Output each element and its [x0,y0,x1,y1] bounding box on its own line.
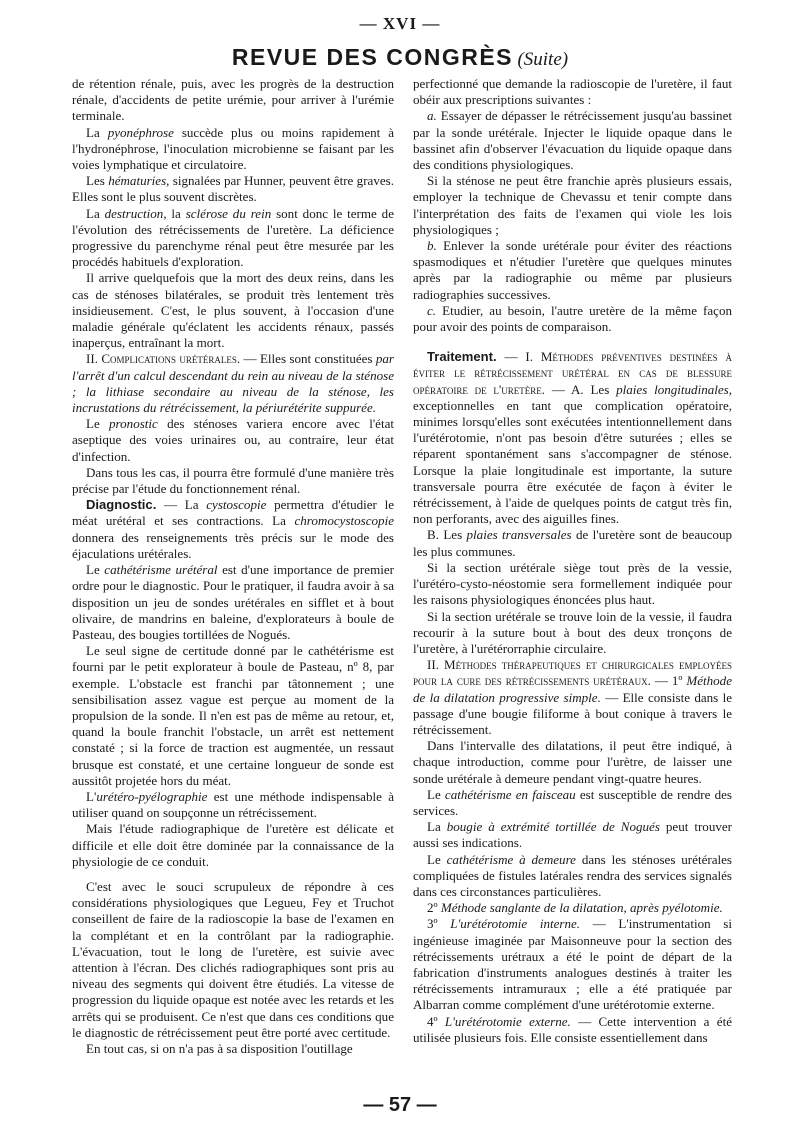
paragraph: Le cathétérisme à demeure dans les sténoses urétérales compliquées de fistules latérales rendra des services signalés dans ces circonstances particulières. [413,851,732,899]
paragraph: 4º L'urétérotomie externe. — Cette intervention a été utilisée plusieurs fois. Elle consiste essentiellement dans [413,1013,732,1045]
roman-page-number: — XVI — [359,14,441,33]
paragraph: Le pronostic des sténoses variera encore avec l'état aseptique des voies urinaires ou, au contraire, leur état d'infection. [72,416,394,464]
paragraph: Le cathétérisme urétéral est d'une importance de premier ordre pour le diagnostic. Pour le pratiquer, il faudra avoir à sa disposition un jeu de sondes urétérales en sifflet et à bout olivaire, de mandrins en baleine, d'explorateurs à boule de Pasteau, des bougies tortillées de Nogués. [72,562,394,642]
paragraph: La pyonéphrose succède plus ou moins rapidement à l'hydronéphrose, l'inoculation microbienne se faisant par les voies lymphatique et circulatoire. [72,124,394,173]
page-number: — 57 — [363,1094,437,1116]
paragraph: II. Complications urétérales. — Elles sont constituées par l'arrêt d'un calcul descendant du rein au niveau de la sténose ; la lithiase secondaire au niveau de la sténose, les incrustations du rétrécissement, la périurétérite suppurée. [72,351,394,416]
paragraph: Si la section urétérale siège tout près de la vessie, l'urétéro-cysto-néostomie sera formellement indiquée pour les raisons physiologiques énoncées plus haut. [413,559,732,608]
page-header [0,44,800,71]
paragraph: Le cathétérisme en faisceau est susceptible de rendre des services. [413,786,732,818]
paragraph: Les hématuries, signalées par Hunner, peuvent être graves. Elles sont le plus souvent discrètes. [72,173,394,205]
paragraph: perfectionné que demande la radioscopie de l'uretère, il faut obéir aux prescriptions suivantes : [413,76,732,108]
section-heading: II. Complications urétérales. [86,351,241,367]
paragraph: En tout cas, si on n'a pas à sa disposition l'outillage [86,1040,353,1056]
paragraph: II. Méthodes thérapeutiques et chirurgicales employées pour la cure des rétrécissements urétéraux. — 1º Méthode de la dilatation progressive simple. — Elle consiste dans le passage d'une bougie filiforme à bout conique à travers le rétrécissement. [413,657,733,737]
header-title: REVUE DES CONGRÈS [231,44,513,70]
paragraph: C'est avec le souci scrupuleux de répondre à ces considérations physiologiques que Legueu, Fey et Truchot conseillent de faire de la radioscopie la base de l'examen en la complétant et en la contrôlant par la radiographie. L'évacuation, tout le long de l'uretère, est suivie avec attention à l'écran. Des clichés radiographiques sont pris au niveau des segments qui doivent être étudiés. La vitesse de progression du liquide opaque est notée avec les retards et les arrêts qui se produisent. Ce n'est que dans ces conditions que le diagnostic de rétrécissement peut être porté avec certitude. [72,878,394,1040]
paragraph: Si la section urétérale se trouve loin de la vessie, il faudra recourir à la suture bout à bout des deux tronçons de l'uretère, à l'urétérorraphie circulaire. [413,608,732,656]
paragraph: 2º Méthode sanglante de la dilatation, après pyélotomie. [427,900,723,916]
paragraph: Le seul signe de certitude donné par le cathétérisme est fourni par le petit explorateur à boule de Pasteau, nº 8, par exemple. L'obstacle est franchi par tâtonnement ; une sensibilisation assez vague est perçue au moment de la propulsion de la sonde. Il n'en est pas de même au retour, et, quand la boule franchit l'obstacle, un arrêt est nettement constaté ; si la force de traction est augmentée, un ressaut brusque est constaté, et une certaine longueur de sonde est aussitôt projetée hors du méat. [72,643,394,788]
paragraph: c. Etudier, au besoin, l'autre uretère de la même façon pour avoir des points de comparaison. [413,302,732,335]
paragraph: La destruction, la sclérose du rein sont donc le terme de l'évolution des rétrécissements de l'uretère. La déficience progressive du parenchyme rénal peut être mesurée par les procédés habituels d'exploration. [72,205,394,270]
right-column [413,76,732,1046]
paragraph: Si la sténose ne peut être franchie après plusieurs essais, employer la technique de Chevassu et tenir compte dans l'interprétation des faits de l'examen qui viole les lois physiologiques ; [413,173,732,237]
paragraph: La bougie à extrémité tortillée de Nogués peut trouver aussi ses indications. [413,819,732,851]
section-heading: Diagnostic. [86,497,157,513]
header-subtitle: (Suite) [517,49,569,70]
paragraph: Mais l'étude radiographique de l'uretère est délicate et difficile et elle doit être dominée par la connaissance de la physiologie de ce conduit. [72,821,394,869]
paragraph: a. Essayer de dépasser le rétrécissement jusqu'au bassinet par la sonde urétérale. Injecter le liquide opaque dans le bassinet afin d'observer l'évacuation du liquide opaque dans des conditions physiologiques. [413,108,732,173]
paragraph: Dans tous les cas, il pourra être formulé d'une manière très précise par l'étude du fonctionnement rénal. [72,464,394,497]
paragraph: Diagnostic. — La cystoscopie permettra d'étudier le méat urétéral et ses contractions. La chromocystoscopie donnera des renseignements très précis sur le mode des éjaculations urétérales. [72,497,394,561]
left-column [72,76,394,1057]
paragraph: B. Les plaies transversales de l'uretère sont de beaucoup les plus communes. [413,527,732,559]
paragraph: L'urétéro-pyélographie est une méthode indispensable à utiliser quand on soupçonne un rétrécissement. [72,788,394,821]
paragraph: de rétention rénale, puis, avec les progrès de la destruction rénale, d'accidents de petite urémie, pour arriver à l'urémie terminale. [72,76,394,124]
paragraph: b. Enlever la sonde urétérale pour éviter des réactions spasmodiques et n'étudier l'uretère que quelques minutes après par la radiographie ou même par plusieurs radiographies successives. [413,238,732,302]
section-heading: Traitement. [427,349,497,365]
paragraph: Dans l'intervalle des dilatations, il peut être indiqué, à chaque introduction, comme pour l'urètre, de laisser une sonde urétérale à demeure pendant vingt-quatre heures. [413,738,732,786]
paragraph: Il arrive quelquefois que la mort des deux reins, dans les cas de sténoses bilatérales, se produit très lentement très insidieusement. C'est, le plus souvent, à l'occasion d'une maladie générale qu'éclatent les accidents rénaux, passés inaperçus, entraînant la mort. [72,270,394,351]
paragraph: Traitement. — I. Méthodes préventives destinées à éviter le rétrécissement urétéral en cas de blessure opératoire de l'uretère. — A. Les plaies longitudinales, exceptionnelles en tant que complication opératoire, minimes lorsqu'elles sont exécutées intentionnellement dans l'urétérotomie, n'ont pas besoin d'être suturées ; elles se réparent spontanément sans s'accompagner de sténose. Lorsque la plaie longitudinale est importante, la suture transversale pourra être exécutée de façon à éviter le rétrécissement, à l'aide de quelques points de catgut très fin, non perforants, avec des aiguilles fines. [413,349,732,527]
paragraph: 3º L'urétérotomie interne. — L'instrumentation si ingénieuse imaginée par Maisonneuve pour la section des rétrécissements urétraux a été le point de départ de la fabrication d'instruments analogues destinés à traiter les rétrécissements intramuraux ; elle a été pratiquée par Albarran comme complément d'une urétérotomie externe. [413,916,733,1013]
